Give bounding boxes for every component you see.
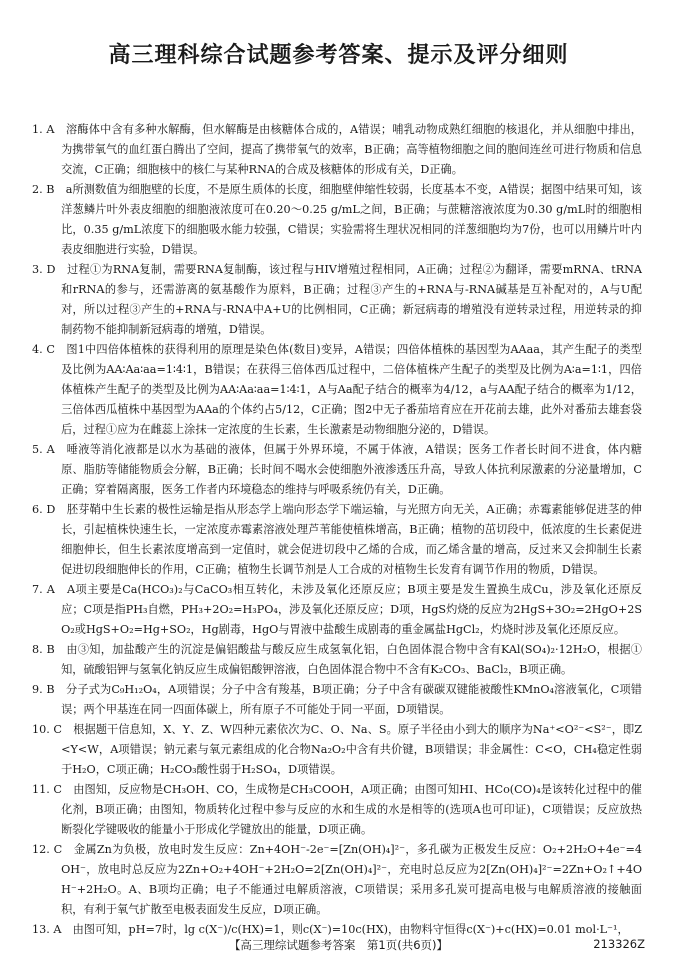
answer-item-11: 11. C 由图知，反应物是CH₃OH、CO，生成物是CH₃COOH，A项正确；由图可知HI、HCo(CO)₄是该转化过程中的催化剂，B项正确；由图知，物质转化过程中参与反应的水和生成的水是相等的(选项A也可印证)，C项错误；反应放热断裂化学键吸收的能量小于形成化学键放出的能量，D项正确。 (32, 783, 642, 836)
page-footer (0, 937, 677, 957)
answer-item-2: 2. B a所测数值为细胞壁的长度，不是原生质体的长度，细胞壁伸缩性较弱，长度基本不变，A错误；据图中结果可知，该洋葱鳞片叶外表皮细胞的细胞液浓度可在0.20～0.25 g/mL之间，B正确；与蔗糖溶液浓度为0.30 g/mL时的细胞相比，0.35 g/mL浓度下的细胞吸水能力较强，C错误；实验需将生理状况相同的洋葱细胞均为7份，也可以用鳞片叶内表皮细胞进行实验，D错误。 (32, 183, 642, 256)
footer-doc-code: 213326Z (593, 937, 645, 951)
answer-item-13: 13. A 由图可知，pH=7时，lg c(X⁻)/c(HX)=1，则c(X⁻)=10c(HX)，由物料守恒得c(X⁻)+c(HX)=0.01 mol·L⁻¹， (32, 923, 629, 936)
answer-item-9: 9. B 分子式为C₉H₁₂O₄，A项错误；分子中含有羧基，B项正确；分子中含有碳碳双键能被酸性KMnO₄溶液氧化，C项错误；两个甲基连在同一四面体碳上，所有原子不可能处于同一平面，D项错误。 (32, 683, 642, 716)
answer-item-6: 6. D 胚芽鞘中生长素的极性运输是指从形态学上端向形态学下端运输，与光照方向无关，A正确；赤霉素能够促进茎的伸长，引起植株快速生长，一定浓度赤霉素溶液处理芦苇能使植株增高，B正确；植物的茁切段中，低浓度的生长素促进细胞伸长，但生长素浓度增高到一定值时，就会促进切段中乙烯的合成，而乙烯含量的增高，反过来又会抑制生长素促进切段细胞伸长的作用，C正确；植物生长调节剂是人工合成的对植物生长发育有调节作用的物质，D错误。 (32, 503, 642, 576)
answer-item-12: 12. C 金属Zn为负极，放电时发生反应：Zn+4OH⁻-2e⁻=[Zn(OH)₄]²⁻，多孔碳为正极发生反应：O₂+2H₂O+4e⁻=4OH⁻，放电时总反应为2Zn+O₂+4OH⁻+2H₂O=2[Zn(OH)₄]²⁻，充电时总反应为2[Zn(OH)₄]²⁻=2Zn+O₂↑+4OH⁻+2H₂O。A、B项均正确；电子不能通过电解质溶液，C项错误；采用多孔炭可提高电极与电解质溶液的接触面积，有利于氧气扩散至电极表面发生反应，D项正确。 (32, 843, 642, 916)
answer-list (32, 120, 642, 940)
answer-item-1: 1. A 溶酶体中含有多种水解酶，但水解酶是由核糖体合成的，A错误；哺乳动物成熟红细胞的核退化，并从细胞中排出，为携带氧气的血红蛋白腾出了空间，提高了携带氧气的效率，B正确；高等植物细胞之间的胞间连丝可进行物质和信息交流，C正确；细胞核中的核仁与某种RNA的合成及核糖体的形成有关，D正确。 (32, 123, 642, 176)
answer-item-3: 3. D 过程①为RNA复制，需要RNA复制酶，该过程与HIV增殖过程相同，A正确；过程②为翻译，需要mRNA、tRNA和rRNA的参与，还需游离的氨基酸作为原料，B正确；过程③产生的+RNA与-RNA碱基是互补配对的，A与U配对，所以过程③产生的+RNA与-RNA中A+U的比例相同，C正确；新冠病毒的增殖没有逆转录过程，用逆转录的抑制药物不能抑制新冠病毒的增殖，D错误。 (32, 263, 642, 336)
answer-item-4: 4. C 图1中四倍体植株的获得利用的原理是染色体(数目)变异，A错误；四倍体植株的基因型为AAaa，其产生配子的类型及比例为AA∶Aa∶aa=1∶4∶1，B错误；在获得三倍体西瓜过程中，二倍体植株产生配子的类型及比例为A∶a=1∶1，四倍体植株产生配子的类型及比例为AA∶Aa∶aa=1∶4∶1，A与Aa配子结合的概率为4/12，a与AA配子结合的概率为1/12，三倍体西瓜植株中基因型为AAa的个体约占5/12，C正确；图2中无子番茄培育应在开花前去雄，此外对番茄去雄套袋后，过程①应为在雌蕊上涂抹一定浓度的生长素，生长激素是动物细胞分泌的，D错误。 (32, 343, 642, 436)
answer-item-10: 10. C 根据题干信息知，X、Y、Z、W四种元素依次为C、O、Na、S。原子半径由小到大的顺序为Na⁺<O²⁻<S²⁻，即Z<Y<W，A项错误；钠元素与氧元素组成的化合物Na₂O₂中含有共价键，B项错误；非金属性：C<O，CH₄稳定性弱于H₂O，C项正确；H₂CO₃酸性弱于H₂SO₄，D项错误。 (32, 723, 642, 776)
footer-page-info: 【高三理综试题参考答案 第1页(共6页)】 (228, 938, 449, 952)
answer-item-8: 8. B 由③知，加盐酸产生的沉淀是偏铝酸盐与酸反应生成氢氧化铝，白色固体混合物中含有KAl(SO₄)₂·12H₂O，根据①知，硫酸铝钾与氢氧化钠反应生成偏铝酸钾溶液，白色固体混合物中不含有K₂CO₃、BaCl₂，B项正确。 (32, 643, 642, 676)
answer-item-7: 7. A A项主要是Ca(HCO₃)₂与CaCO₃相互转化，未涉及氧化还原反应；B项主要是发生置换生成Cu，涉及氧化还原反应；C项是指PH₃自燃，PH₃+2O₂=H₃PO₄，涉及氧化还原反应；D项，HgS灼烧的反应为2HgS+3O₂=2HgO+2SO₂或HgS+O₂=Hg+SO₂，Hg剧毒，HgO与胃液中盐酸生成剧毒的重金属盐HgCl₂，灼烧时涉及氧化还原反应。 (32, 583, 642, 636)
page-title: 高三理科综合试题参考答案、提示及评分细则 (108, 43, 569, 68)
answer-item-5: 5. A 唾液等消化液都是以水为基础的液体，但属于外界环境，不属于体液，A错误；医务工作者长时间不进食，体内糖原、脂肪等储能物质会分解，B正确；长时间不喝水会使细胞外液渗透压升高，导致人体抗利尿激素的分泌量增加，C正确；穿着隔离服，医务工作者内环境稳态的维持与呼吸系统仍有关，D正确。 (32, 443, 642, 496)
